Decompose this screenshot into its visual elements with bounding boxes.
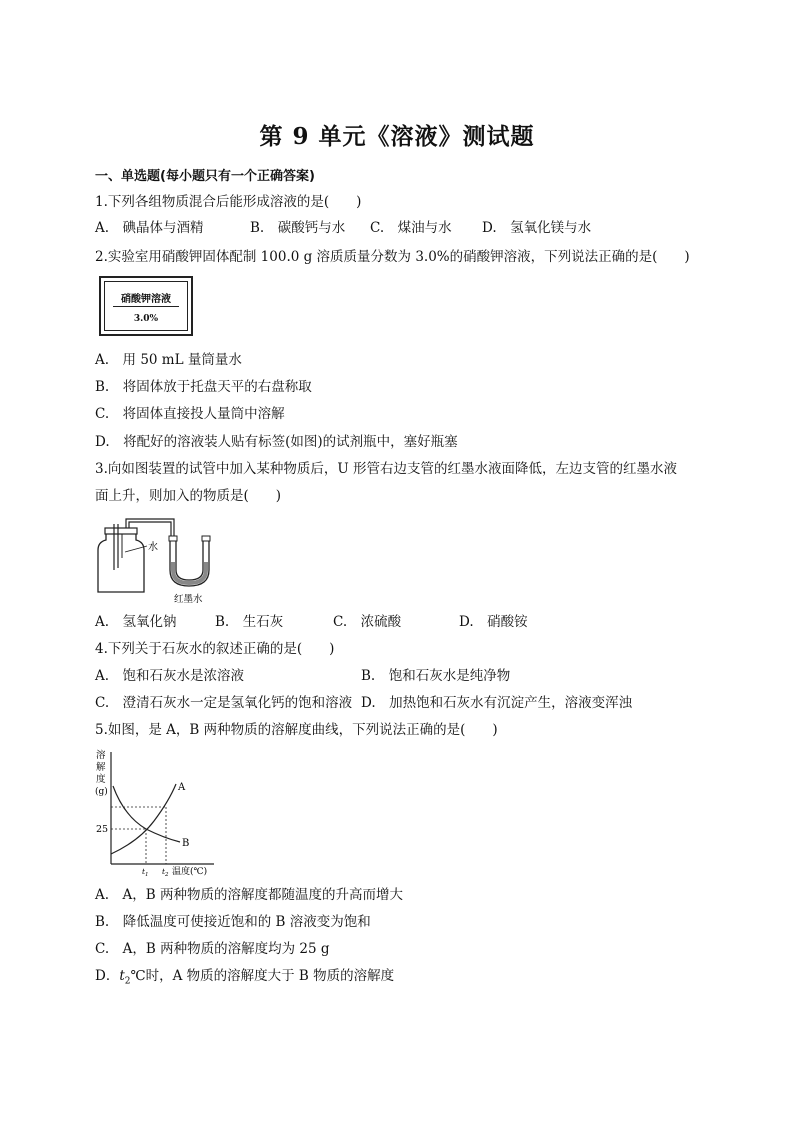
x-axis-label: 温度(℃) — [172, 867, 208, 877]
q4-option-c: C. 澄清石灰水一定是氢氧化钙的饱和溶液 — [95, 695, 353, 711]
q5-option-c: C. A，B 两种物质的溶解度均为 25 g — [95, 941, 330, 957]
q4-option-a: A. 饱和石灰水是浓溶液 — [95, 668, 245, 684]
question-2-stem: 2.实验室用硝酸钾固体配制 100.0 g 溶质质量分数为 3.0%的硝酸钾溶液，下列说法正确的是( ) — [95, 249, 690, 265]
q4-option-d: D. 加热饱和石灰水有沉淀产生，溶液变浑浊 — [361, 695, 633, 711]
series-b-curve — [113, 786, 180, 842]
y-axis-label-char-2: 解 — [96, 762, 106, 773]
q5-option-d-sub: 2 — [124, 976, 131, 987]
flask-shape — [98, 532, 144, 592]
water-label: 水 — [148, 542, 158, 553]
q3-option-a: A. 氢氧化钠 — [95, 614, 177, 630]
u-tube-left-cap — [169, 536, 177, 541]
q2-option-d: D. 将配好的溶液装人贴有标签(如图)的试剂瓶中，塞好瓶塞 — [95, 434, 458, 450]
q1-option-a: A. 碘晶体与酒精 — [95, 220, 204, 236]
question-5-stem: 5.如图，是 A，B 两种物质的溶解度曲线，下列说法正确的是( ) — [95, 722, 498, 738]
q3-option-d: D. 硝酸铵 — [459, 614, 528, 630]
question-1-stem: 1.下列各组物质混合后能形成溶液的是( ) — [95, 194, 362, 210]
q5-option-d-prefix: D． — [95, 968, 120, 984]
q5-option-d — [95, 967, 394, 991]
q5-option-a: A. A，B 两种物质的溶解度都随温度的升高而增大 — [95, 887, 404, 903]
y-axis-label-char-1: 溶 — [96, 750, 106, 761]
y-tick-25: 25 — [96, 824, 109, 835]
series-b-label: B — [182, 838, 190, 849]
u-tube-right-cap — [202, 536, 210, 541]
x-tick-t1: $t_1$ — [142, 867, 149, 878]
q5-option-d-t: t — [119, 968, 125, 984]
q2-option-c: C. 将固体直接投人量筒中溶解 — [95, 406, 285, 422]
q2-option-b: B. 将固体放于托盘天平的右盘称取 — [95, 379, 312, 395]
x-tick-t2: $t_2$ — [162, 867, 169, 878]
solubility-chart — [94, 746, 220, 878]
question-4-stem: 4.下列关于石灰水的叙述正确的是( ) — [95, 641, 335, 657]
red-ink-label: 红墨水 — [174, 594, 203, 605]
reagent-label-divider — [113, 306, 179, 307]
reagent-label-name: 硝酸钾溶液 — [121, 294, 171, 305]
page-title: 第 9 单元《溶液》测试题 — [259, 123, 535, 150]
q1-option-c: C. 煤油与水 — [370, 220, 452, 236]
q3-option-c: C. 浓硫酸 — [333, 614, 402, 630]
q2-option-a: A. 用 50 mL 量筒量水 — [95, 352, 242, 368]
q4-option-b: B. 饱和石灰水是纯净物 — [361, 668, 511, 684]
question-3-stem-line1: 3.向如图装置的试管中加入某种物质后，U 形管右边支管的红墨水液面降低，左边支管的红墨水液 — [95, 461, 678, 477]
reagent-label-value: 3.0% — [133, 314, 159, 324]
q5-option-b: B. 降低温度可使接近饱和的 B 溶液变为饱和 — [95, 914, 371, 930]
section-heading: 一、单选题(每小题只有一个正确答案) — [95, 169, 315, 184]
reagent-label-figure — [99, 276, 193, 336]
u-tube-inner — [176, 541, 203, 580]
stopper — [105, 528, 137, 534]
u-tube-apparatus-figure — [92, 512, 227, 607]
q1-option-d: D. 氢氧化镁与水 — [482, 220, 592, 236]
y-axis-label-char-3: 度 — [96, 774, 106, 785]
q1-option-b: B. 碳酸钙与水 — [250, 220, 346, 236]
q3-option-b: B. 生石灰 — [215, 614, 284, 630]
question-3-stem-line2: 面上升，则加入的物质是( ) — [95, 488, 282, 504]
q5-option-d-text: ℃时，A 物质的溶解度大于 B 物质的溶解度 — [130, 968, 395, 984]
y-axis-label-unit: (g) — [95, 787, 108, 797]
series-a-label: A — [178, 782, 186, 793]
